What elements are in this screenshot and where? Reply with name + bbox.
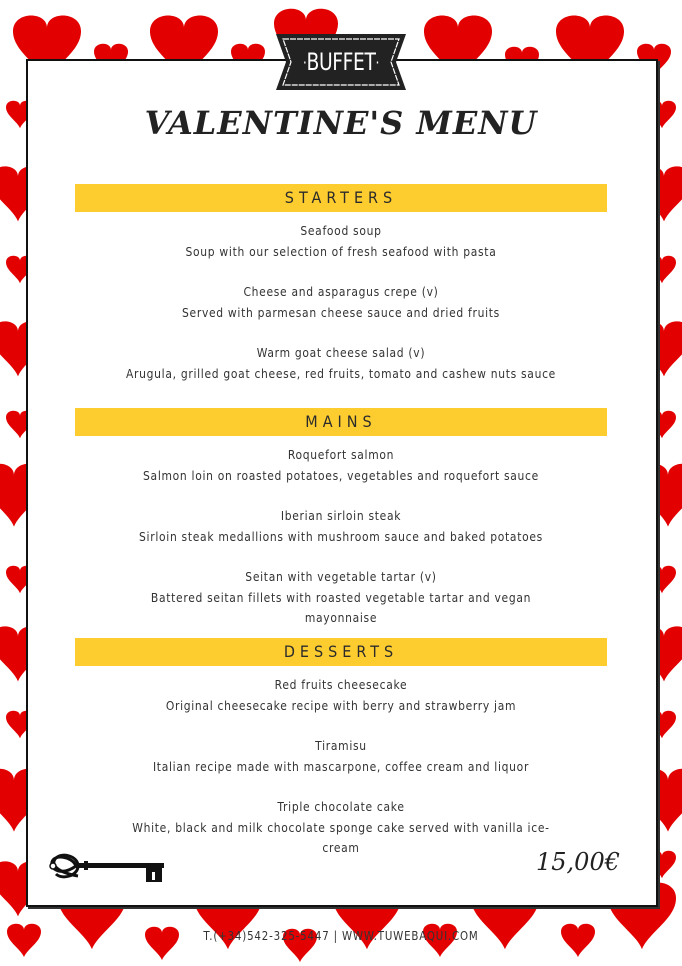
section-header-starters: STARTERS bbox=[75, 184, 607, 212]
item-name: Iberian sirloin steak bbox=[280, 508, 402, 523]
menu-item bbox=[75, 736, 607, 777]
item-description: Sirloin steak medallions with mushroom sauce and baked potatoes bbox=[139, 528, 543, 544]
item-name: Warm goat cheese salad (v) bbox=[256, 345, 426, 360]
menu-price: 15,00€ bbox=[536, 848, 620, 876]
mains-list bbox=[75, 445, 607, 629]
item-name: Seafood soup bbox=[300, 223, 382, 238]
section-header-desserts: DESSERTS bbox=[75, 638, 607, 666]
heart-key-icon bbox=[48, 848, 168, 884]
item-name: Triple chocolate cake bbox=[277, 799, 405, 814]
item-name: Seitan with vegetable tartar (v) bbox=[245, 569, 437, 584]
badge-label: ·BUFFET· bbox=[302, 48, 380, 76]
item-name: Cheese and asparagus crepe (v) bbox=[243, 284, 439, 299]
buffet-badge bbox=[274, 32, 408, 92]
item-description: Italian recipe made with mascarpone, coffee cream and liquor bbox=[152, 758, 530, 774]
item-description: Battered seitan fillets with roasted vegetable tartar and vegan mayonnaise bbox=[150, 589, 532, 625]
item-description: Salmon loin on roasted potatoes, vegetables and roquefort sauce bbox=[143, 467, 539, 483]
menu-item bbox=[75, 445, 607, 486]
menu-item bbox=[75, 343, 607, 384]
menu-item bbox=[75, 675, 607, 716]
item-name: Roquefort salmon bbox=[287, 447, 395, 462]
item-description: Soup with our selection of fresh seafood with pasta bbox=[185, 243, 497, 259]
menu-item bbox=[75, 221, 607, 262]
item-description: Served with parmesan cheese sauce and dried fruits bbox=[182, 304, 500, 320]
desserts-list bbox=[75, 675, 607, 859]
starters-list bbox=[75, 221, 607, 384]
item-name: Tiramisu bbox=[315, 738, 367, 753]
item-description: White, black and milk chocolate sponge cake served with vanilla ice-cream bbox=[132, 819, 550, 855]
section-header-mains: MAINS bbox=[75, 408, 607, 436]
menu-item bbox=[75, 282, 607, 323]
menu-item bbox=[75, 567, 607, 629]
menu-item bbox=[75, 506, 607, 547]
footer-contact: T.(+34)542-325-5447 | WWW.TUWEBAQUI.COM bbox=[203, 928, 479, 943]
menu-title: VALENTINE'S MENU bbox=[144, 104, 538, 142]
item-description: Original cheesecake recipe with berry and strawberry jam bbox=[165, 697, 517, 713]
item-description: Arugula, grilled goat cheese, red fruits, tomato and cashew nuts sauce bbox=[125, 365, 556, 381]
item-name: Red fruits cheesecake bbox=[274, 677, 408, 692]
